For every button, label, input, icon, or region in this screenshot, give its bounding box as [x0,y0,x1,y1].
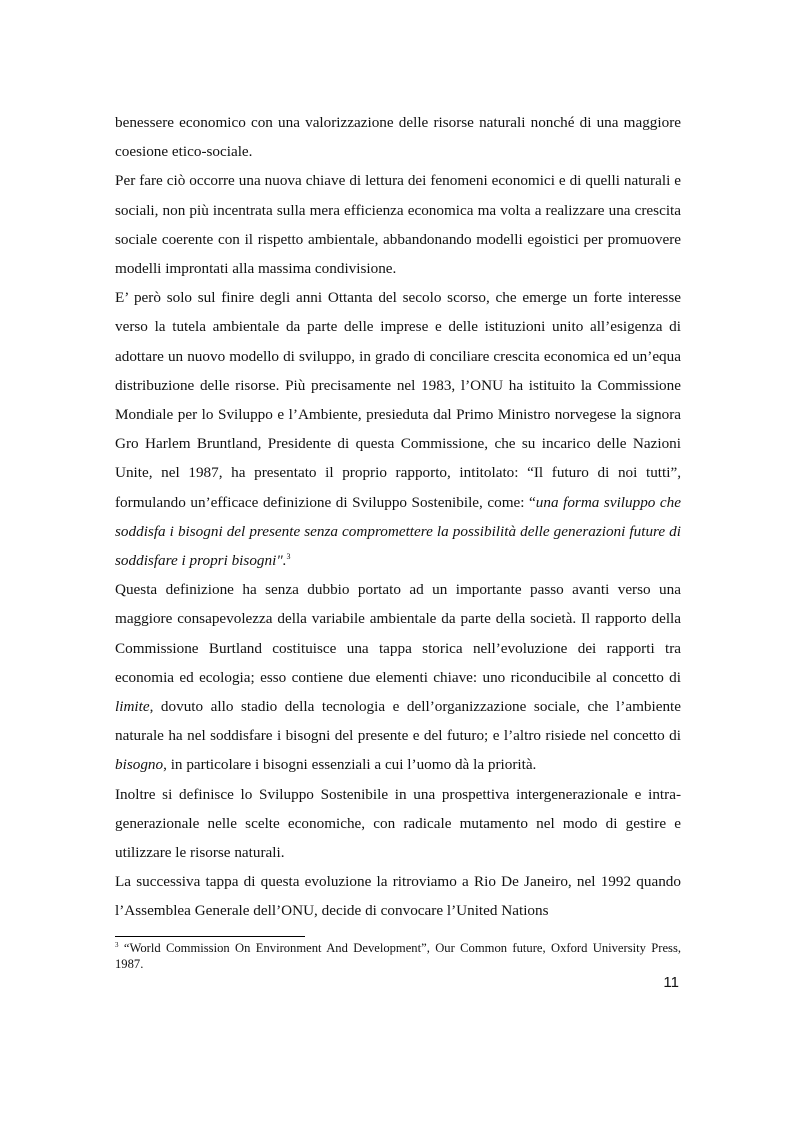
paragraph-3 [115,283,681,575]
paragraph-5: Inoltre si definisce lo Sviluppo Sostenibile in una prospettiva intergenerazionale e intra-generazionale nelle scelte economiche, con radicale mutamento nel modo di gestire e utilizzare le risorse naturali. [115,785,681,862]
footnote-reference: 3 [286,551,291,561]
footnote [115,941,681,972]
paragraph-4-text-c: , in particolare i bisogni essenziali a cui l’uomo dà la priorità. [163,756,537,774]
term-limite: limite [115,698,150,716]
paragraph-4-text-b: , dovuto allo stadio della tecnologia e dell’organizzazione sociale, che l’ambiente naturale ha nel soddisfare i bisogni del presente e del futuro; e l’altro risiede nel concetto di [115,698,681,745]
footnote-number: 3 [115,940,119,949]
term-bisogno: bisogno [115,756,164,774]
page-number: 11 [663,974,679,991]
paragraph-4 [115,575,681,779]
page-body [115,108,681,926]
paragraph-6: La successiva tappa di questa evoluzione la ritroviamo a Rio De Janeiro, nel 1992 quando l’Assemblea Generale dell’ONU, decide di convocare l’United Nations [115,873,681,920]
footnote-text: “World Commission On Environment And Development”, Our Common future, Oxford University Press, 1987. [115,941,681,971]
paragraph-1: benessere economico con una valorizzazione delle risorse naturali nonché di una maggiore coesione etico-sociale. [115,114,681,161]
paragraph-2: Per fare ciò occorre una nuova chiave di lettura dei fenomeni economici e di quelli naturali e sociali, non più incentrata sulla mera efficienza economica ma volta a realizzare una crescita sociale coerente con il rispetto ambientale, abbandonando modelli egoistici per promuovere modelli improntati alla massima condivisione. [115,172,681,278]
paragraph-3-text: E’ però solo sul finire degli anni Ottanta del secolo scorso, che emerge un forte interesse verso la tutela ambientale da parte delle imprese e delle istituzioni unito all’esigenza di adottare un nuovo modello di sviluppo, in grado di conciliare crescita economica ed un’equa distribuzione delle risorse. Più precisamente nel 1983, l’ONU ha istituito la Commissione Mondiale per lo Sviluppo e l’Ambiente, presieduta dal Primo Ministro norvegese la signora Gro Harlem Bruntland, Presidente di questa Commissione, che su incarico delle Nazioni Unite, nel 1987, ha presentato il proprio rapporto, intitolato: “Il futuro di noi tutti”, formulando un’efficace definizione di Sviluppo Sostenibile, come: “ [115,289,681,511]
footnote-separator [115,936,305,937]
paragraph-4-text-a: Questa definizione ha senza dubbio portato ad un importante passo avanti verso una maggiore consapevolezza della variabile ambientale da parte della società. Il rapporto della Commissione Burtland costituisce una tappa storica nell’evoluzione dei rapporti tra economia ed ecologia; esso contiene due elementi chiave: uno riconducibile al concetto di [115,581,681,686]
brundtland-definition-quote: una forma sviluppo che soddisfa i bisogni del presente senza compromettere la possibilità delle generazioni future di soddisfare i propri bisogni". [115,493,682,570]
